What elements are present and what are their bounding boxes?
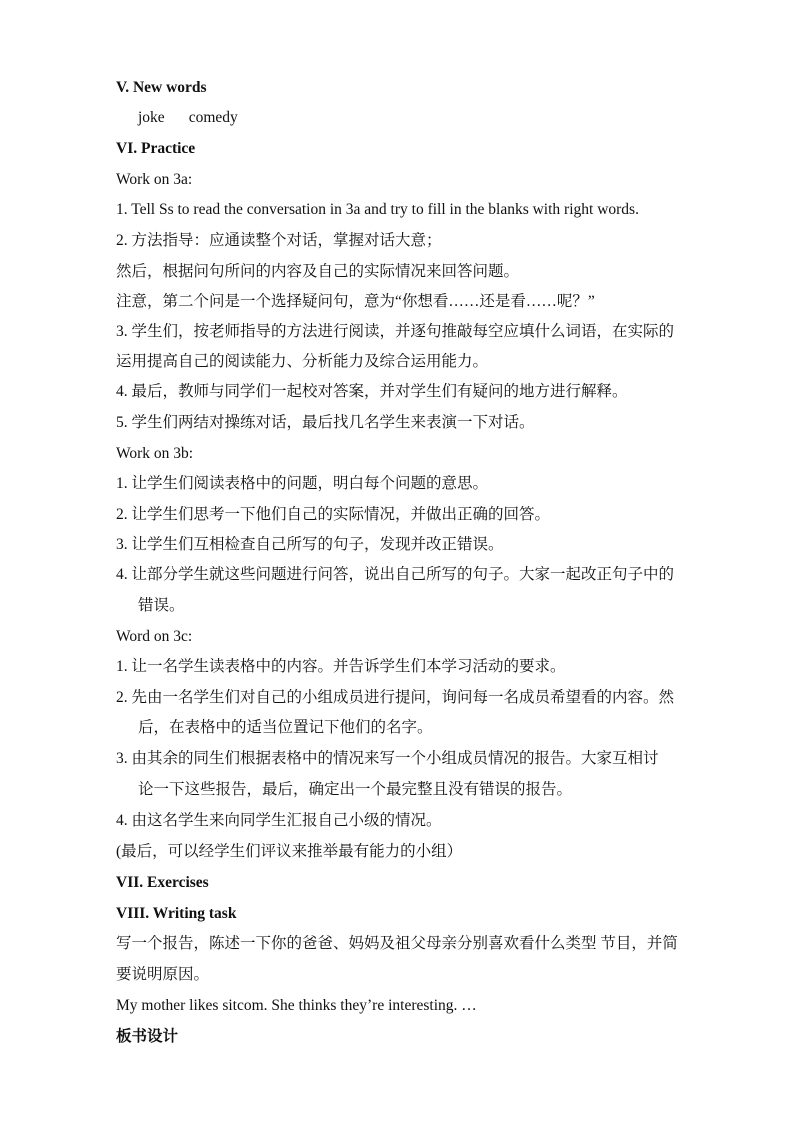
work-3b-line: 错误。 xyxy=(138,597,185,614)
word-3c-line: 3. 由其余的同生们根据表格中的情况来写一个小组成员情况的报告。大家互相讨 xyxy=(116,750,659,767)
word-3c-line: (最后，可以经学生们评议来推举最有能力的小组） xyxy=(116,843,463,860)
board-design-heading: 板书设计 xyxy=(116,1028,179,1045)
word-item: comedy xyxy=(188,109,238,126)
work-3b-line: 4. 让部分学生就这些问题进行问答，说出自己所写的句子。大家一起改正句子中的 xyxy=(116,566,675,583)
word-3c-line: 2. 先由一名学生们对自己的小组成员进行提问，询问每一名成员希望看的内容。然 xyxy=(116,689,675,706)
work-3a-line: 注意，第二个问是一个选择疑问句，意为“你想看……还是看……呢？” xyxy=(116,293,595,310)
work-3a-line: 5. 学生们两结对操练对话，最后找几名学生来表演一下对话。 xyxy=(116,414,535,431)
work-3b-line: 2. 让学生们思考一下他们自己的实际情况，并做出正确的回答。 xyxy=(116,506,551,523)
work-3a-line: 4. 最后，教师与同学们一起校对答案，并对学生们有疑问的地方进行解释。 xyxy=(116,383,628,400)
writing-task-line: 要说明原因。 xyxy=(116,966,210,983)
word-3c-line: 1. 让一名学生读表格中的内容。并告诉学生们本学习活动的要求。 xyxy=(116,658,566,675)
section-vi-heading: VI. Practice xyxy=(116,140,196,157)
section-v-heading: V. New words xyxy=(116,79,207,96)
work-3b-line: 3. 让学生们互相检查自己所写的句子，发现并改正错误。 xyxy=(116,536,504,553)
writing-task-line: My mother likes sitcom. She thinks they’re interesting. … xyxy=(116,997,477,1014)
work-3a-line: 3. 学生们，按老师指导的方法进行阅读，并逐句推敲每空应填什么词语，在实际的 xyxy=(116,323,675,340)
work-3a-title: Work on 3a: xyxy=(116,171,193,188)
word-3c-title: Word on 3c: xyxy=(116,628,193,645)
section-viii-heading: VIII. Writing task xyxy=(116,905,237,922)
word-3c-line: 4. 由这名学生来向同学生汇报自己小级的情况。 xyxy=(116,812,442,829)
work-3b-title: Work on 3b: xyxy=(116,445,194,462)
work-3a-line: 运用提高自己的阅读能力、分析能力及综合运用能力。 xyxy=(116,353,489,370)
work-3a-line: 1. Tell Ss to read the conversation in 3a and try to fill in the blanks with right words. xyxy=(116,201,639,218)
word-3c-line: 后，在表格中的适当位置记下他们的名字。 xyxy=(138,719,433,736)
new-words-list xyxy=(138,108,738,128)
work-3a-line: 然后，根据问句所问的内容及自己的实际情况来回答问题。 xyxy=(116,263,520,280)
work-3b-line: 1. 让学生们阅读表格中的问题，明白每个问题的意思。 xyxy=(116,475,489,492)
word-item: joke xyxy=(138,109,165,126)
section-vii-heading: VII. Exercises xyxy=(116,874,209,891)
writing-task-line: 写一个报告，陈述一下你的爸爸、妈妈及祖父母亲分别喜欢看什么类型 节目，并简 xyxy=(116,935,678,952)
work-3a-line: 2. 方法指导：应通读整个对话，掌握对话大意； xyxy=(116,232,442,249)
word-3c-line: 论一下这些报告，最后，确定出一个最完整且没有错误的报告。 xyxy=(138,781,573,798)
